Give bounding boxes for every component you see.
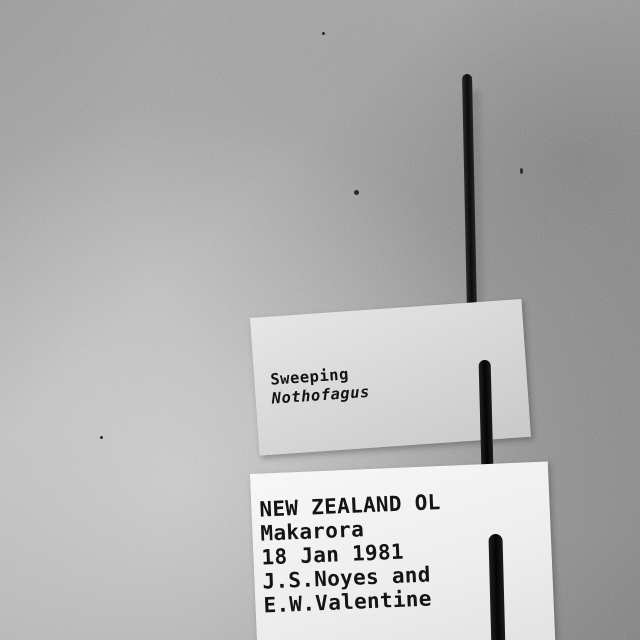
debris-speck	[520, 168, 523, 174]
locality-collector-1: J.S.Noyes and	[262, 562, 432, 594]
locality-date: 18 Jan 1981	[261, 539, 405, 570]
debris-speck	[354, 190, 359, 195]
debris-speck	[322, 32, 325, 35]
locality-text	[259, 490, 445, 617]
locality-collector-2: E.W.Valentine	[263, 586, 433, 618]
habitat-method: Sweeping	[269, 365, 350, 389]
habitat-host: Nothofagus	[271, 382, 371, 408]
locality-place: Makarora	[260, 517, 365, 546]
debris-speck	[100, 436, 103, 439]
habitat-text	[270, 364, 371, 409]
locality-label	[250, 462, 555, 640]
locality-country: NEW ZEALAND OL	[258, 490, 442, 522]
